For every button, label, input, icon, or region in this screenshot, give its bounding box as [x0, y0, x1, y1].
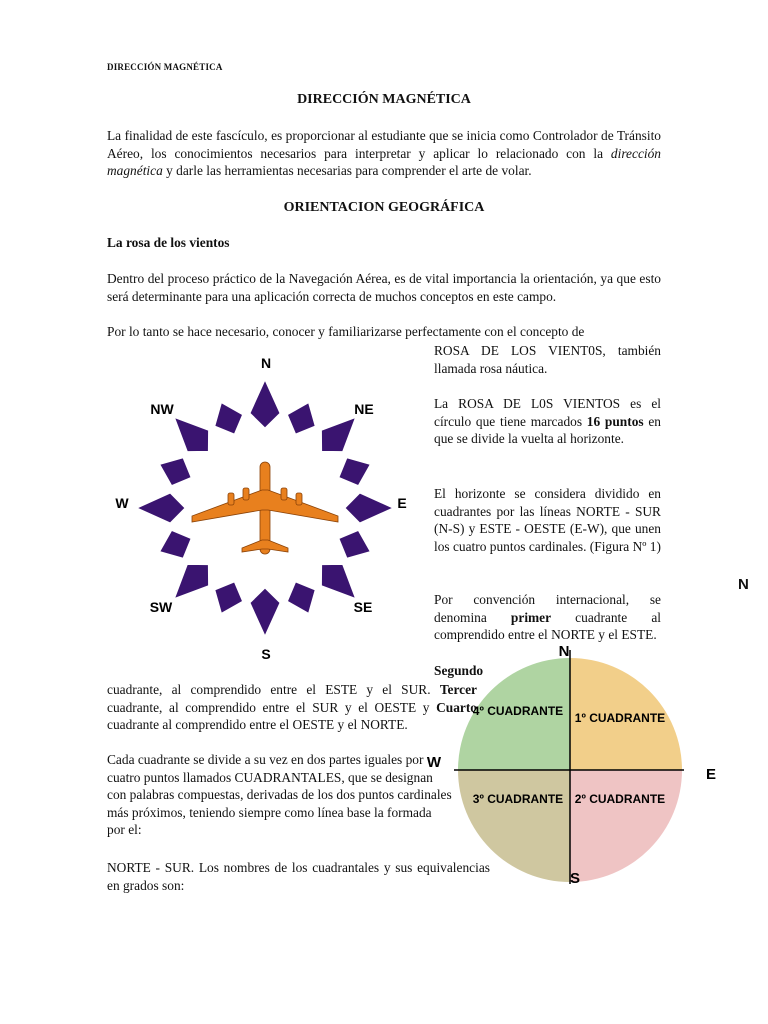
quadrant-label-w: W [426, 754, 442, 771]
rose-secondary-point [287, 582, 315, 613]
first-text-2: cuadrante al comprendido entre el NORTE y el ESTE. [434, 609, 661, 643]
navigation-paragraph: Dentro del proceso práctico de la Navegación Aérea, es de vital importancia la orientación, ya que esto será determinante para una aplicación correcta de muchos conceptos en este campo. [107, 271, 661, 304]
horizon-paragraph: El horizonte se considera dividido en cuadrantes por las líneas NORTE - SUR (N-S) y ESTE - OESTE (E-W), que unen los cuatro puntos cardinales. (Figura Nº 1) [434, 486, 661, 554]
rose-label-s: S [261, 646, 271, 662]
second-text: cuadrante, al comprendido entre el ESTE y el SUR. [107, 682, 440, 697]
quadrant-label-e: E [705, 766, 717, 783]
second-quadrant-bold: Segundo [434, 663, 484, 678]
third-text: cuadrante, al comprendido entre el SUR y el OESTE y [107, 699, 437, 715]
quadrant-2-label: 2º CUADRANTE [574, 792, 666, 806]
quadrant-3-sector [458, 770, 570, 882]
rose-secondary-point [339, 530, 370, 558]
rose-primary-point [321, 418, 355, 452]
quadrants-figure [420, 640, 725, 890]
engine [281, 488, 287, 500]
rose-primary-point [250, 380, 280, 428]
quadrant-label-s: S [569, 870, 581, 887]
rose-label-nw: NW [150, 401, 174, 417]
first-text-1: Por convención internacional, se denomina [434, 592, 661, 625]
intro-text-2: y darle las herramientas necesarias para comprender el arte de volar. [162, 163, 532, 179]
rose-primary-point [321, 564, 355, 598]
engine [243, 488, 249, 500]
quadrant-1-label: 1º CUADRANTE [574, 711, 666, 725]
first-quadrant-paragraph [434, 591, 661, 644]
running-header: DIRECCIÓN MAGNÉTICA [107, 62, 223, 72]
rose-secondary-point [160, 458, 191, 486]
engine [228, 493, 234, 505]
rose-secondary-point [339, 458, 370, 486]
rose-label-ne: NE [354, 401, 374, 417]
rose-secondary-point [287, 403, 315, 434]
fourth-bold: Cuarto [436, 699, 477, 715]
document-title: DIRECCIÓN MAGNÉTICA [297, 92, 471, 107]
rose-label-se: SE [353, 599, 373, 615]
rose-bold: 16 puntos [586, 413, 644, 429]
rose-label-sw: SW [149, 599, 173, 615]
fourth-text: cuadrante al comprendido entre el OESTE y el NORTE. [107, 717, 408, 733]
rose-primary-point [345, 493, 393, 523]
rose-secondary-point [215, 403, 243, 434]
concept-paragraph-end: ROSA DE LOS VIENT0S, también llamada rosa náutica. [434, 343, 661, 376]
concept-paragraph-start: Por lo tanto se hace necesario, conocer y familiarizarse perfectamente con el concepto de [107, 324, 585, 339]
rose-label-n: N [260, 355, 272, 371]
rose-label-w: W [115, 495, 129, 511]
section-title: ORIENTACION GEOGRÁFICA [283, 200, 485, 215]
names-paragraph: NORTE - SUR. Los nombres de los cuadrantales y sus equivalencias en grados son: [107, 860, 490, 893]
rose-primary-point [175, 418, 209, 452]
rose-primary-point [250, 588, 280, 636]
intro-paragraph [107, 127, 661, 180]
rose-definition-paragraph [434, 395, 661, 448]
rose-secondary-point [160, 530, 191, 558]
cuadrantales-paragraph: Cada cuadrante se divide a su vez en dos partes iguales por cuatro puntos llamados CUADRANTALES, que se designan con palabras compuestas, derivadas de los dos puntos cardinales más próximos, teniendo siempre como línea base la formada por el: [107, 752, 452, 838]
subsection-title: La rosa de los vientos [107, 235, 230, 250]
rose-label-e: E [397, 495, 407, 511]
rose-text-2: en que se divide la vuelta al horizonte. [434, 413, 661, 447]
intro-emphasis: dirección magnética [107, 145, 661, 179]
compass-rose-figure [110, 350, 420, 665]
third-bold: Tercer [439, 682, 477, 697]
quadrant-2-sector [570, 770, 682, 882]
intro-text-1: La finalidad de este fascículo, es proporcionar al estudiante que se inicia como Controlador de Tránsito Aéreo, los conocimientos necesarios para interpretar y aplicar lo relacionado con la [107, 128, 661, 161]
quadrant-label-n: N [558, 643, 570, 660]
rose-text-1: La ROSA DE L0S VIENTOS es el círculo que tiene marcados [434, 396, 661, 429]
first-bold: primer [510, 609, 552, 625]
rose-primary-point [137, 493, 185, 523]
quadrant-4-label: 4º CUADRANTE [472, 704, 564, 718]
quadrant-3-label: 3º CUADRANTE [472, 792, 564, 806]
stray-north-label: N [738, 576, 749, 593]
rose-secondary-point [215, 582, 243, 613]
rose-primary-point [175, 564, 209, 598]
engine [296, 493, 302, 505]
